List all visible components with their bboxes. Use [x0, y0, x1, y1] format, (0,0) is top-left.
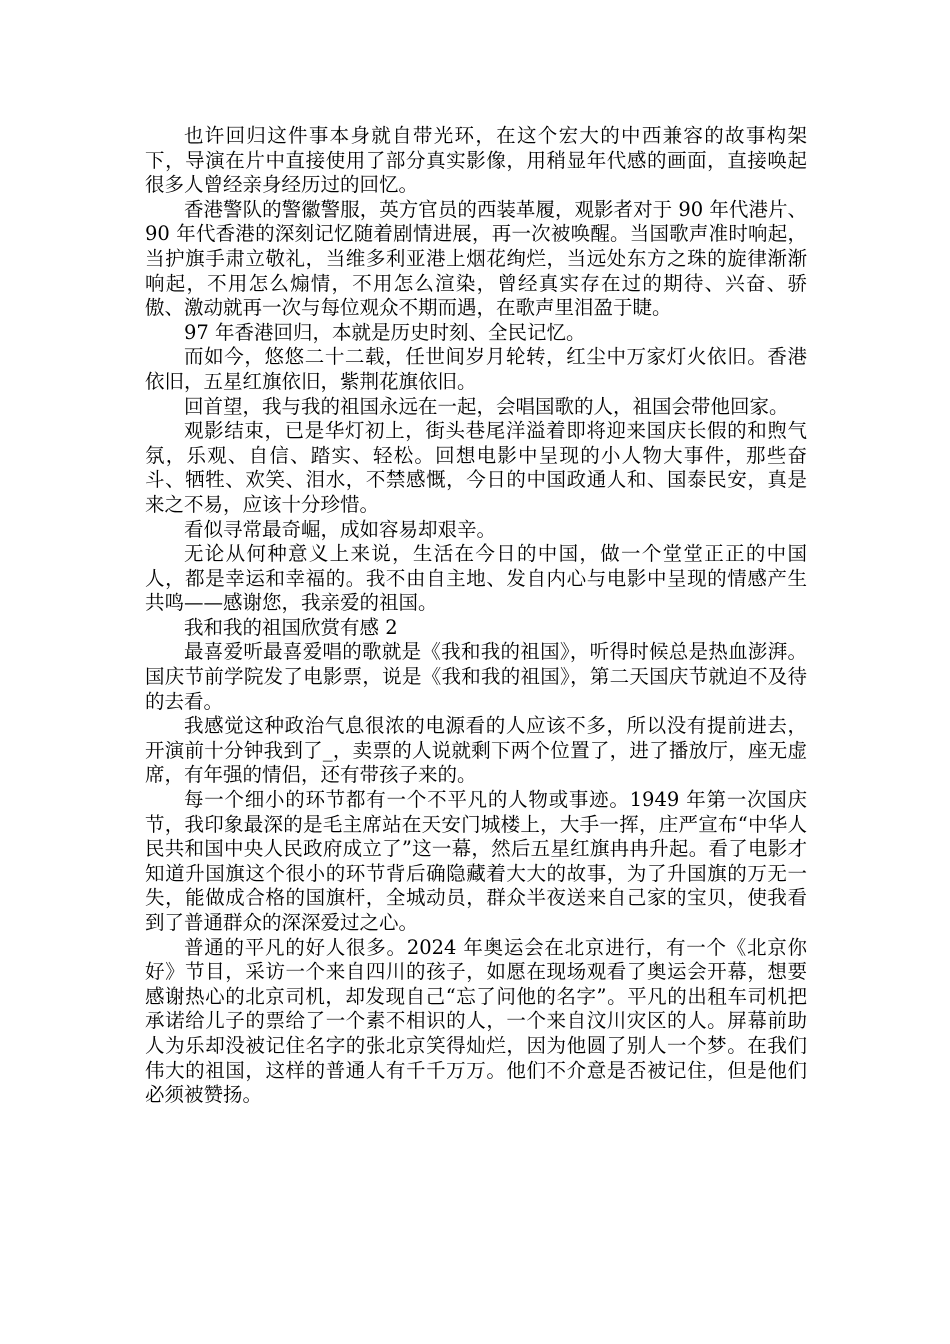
document-body [145, 124, 807, 1108]
paragraph: 看似寻常最奇崛，成如容易却艰辛。 [184, 517, 497, 541]
paragraph: 也许回归这件事本身就自带光环，在这个宏大的中西兼容的故事构架下，导演在片中直接使用了部分真实影像，用稍显年代感的画面，直接唤起很多人曾经亲身经历过的回忆。 [145, 124, 807, 197]
paragraph: 97 年香港回归，本就是历史时刻、全民记忆。 [184, 320, 586, 344]
section-heading: 我和我的祖国欣赏有感 2 [184, 615, 398, 639]
paragraph: 最喜爱听最喜爱唱的歌就是《我和我的祖国》，听得时候总是热血澎湃。国庆节前学院发了电影票，说是《我和我的祖国》，第二天国庆节就迫不及待的去看。 [145, 640, 807, 713]
paragraph: 普通的平凡的好人很多。2024 年奥运会在北京进行，有一个《北京你好》节目，采访一个来自四川的孩子，如愿在现场观看了奥运会开幕，想要感谢热心的北京司机，却发现自己“忘了问他的名字”。平凡的出租车司机把承诺给儿子的票给了一个素不相识的人，一个来自汶川灾区的人。屏幕前助人为乐却没被记住名字的张北京笑得灿烂，因为他圆了别人一个梦。在我们伟大的祖国，这样的普通人有千千万万。他们不介意是否被记住，但是他们必须被赞扬。 [145, 935, 807, 1107]
paragraph: 香港警队的警徽警服，英方官员的西装革履，观影者对于 90 年代港片、90 年代香港的深刻记忆随着剧情进展，再一次被唤醒。当国歌声准时响起，当护旗手肃立敬礼，当维多利亚港上烟花绚烂，当远处东方之珠的旋律渐渐响起，不用怎么煽情，不用怎么渲染，曾经真实存在过的期待、兴奋、骄傲、激动就再一次与每位观众不期而遇，在歌声里泪盈于睫。 [145, 197, 807, 320]
paragraph: 每一个细小的环节都有一个不平凡的人物或事迹。1949 年第一次国庆节，我印象最深的是毛主席站在天安门城楼上，大手一挥，庄严宣布“中华人民共和国中央人民政府成立了”这一幕，然后五星红旗冉冉升起。看了电影才知道升国旗这个很小的环节背后确隐藏着大大的故事，为了升国旗的万无一失，能做成合格的国旗杆，全城动员，群众半夜送来自己家的宝贝，使我看到了普通群众的深深爱过之心。 [145, 788, 807, 934]
paragraph: 而如今，悠悠二十二载，任世间岁月轮转，红尘中万家灯火依旧。香港依旧，五星红旗依旧，紫荆花旗依旧。 [145, 345, 807, 393]
paragraph: 观影结束，已是华灯初上，街头巷尾洋溢着即将迎来国庆长假的和煦气氛，乐观、自信、踏实、轻松。回想电影中呈现的小人物大事件，那些奋斗、牺牲、欢笑、泪水，不禁感慨，今日的中国政通人和、国泰民安，真是来之不易，应该十分珍惜。 [145, 419, 807, 516]
paragraph: 无论从何种意义上来说，生活在今日的中国，做一个堂堂正正的中国人，都是幸运和幸福的。我不由自主地、发自内心与电影中呈现的情感产生共鸣——感谢您，我亲爱的祖国。 [145, 542, 807, 615]
paragraph: 回首望，我与我的祖国永远在一起，会唱国歌的人，祖国会带他回家。 [184, 394, 789, 418]
paragraph: 我感觉这种政治气息很浓的电源看的人应该不多，所以没有提前进去，开演前十分钟我到了_，卖票的人说就剩下两个位置了，进了播放厅，座无虚席，有年强的情侣，还有带孩子来的。 [145, 714, 807, 787]
